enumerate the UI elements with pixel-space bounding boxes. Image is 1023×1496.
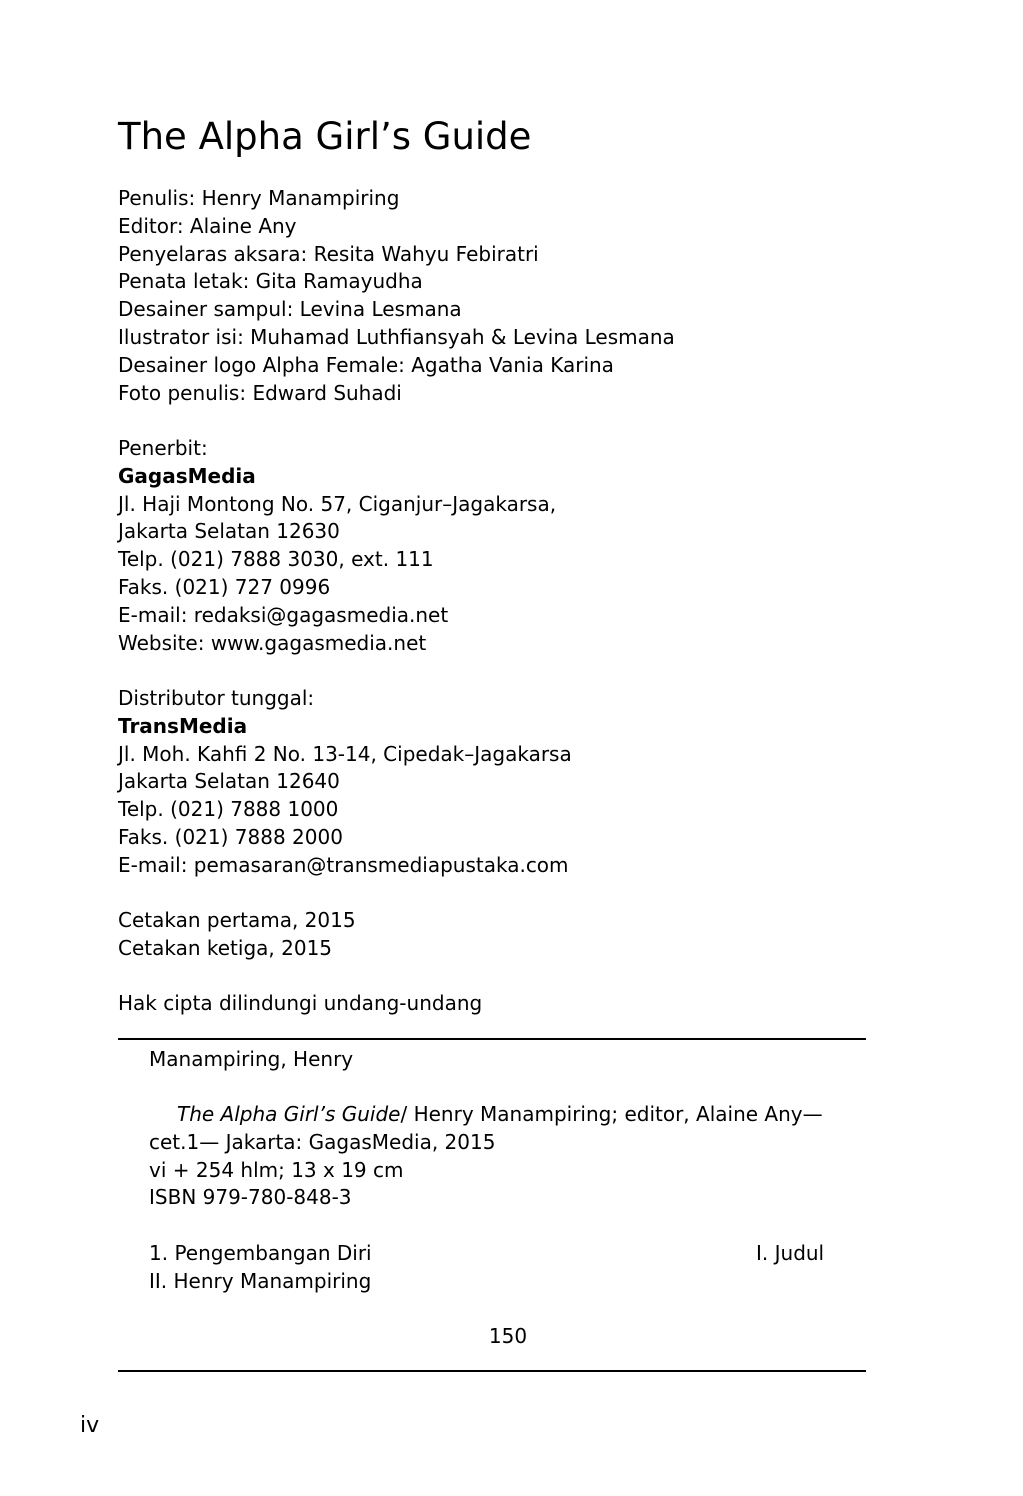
credit-line: Penyelaras aksara: Resita Wahyu Febiratri	[118, 241, 539, 266]
publisher-heading: Penerbit:	[118, 436, 208, 460]
printing-line: Cetakan ketiga, 2015	[118, 935, 333, 960]
cip-title-line	[149, 1101, 823, 1129]
cip-description	[149, 1101, 823, 1212]
credit-line: Penulis: Henry Manampiring	[118, 186, 400, 210]
publisher-address-line: Jakarta Selatan 12630	[118, 519, 340, 544]
credits-list	[118, 185, 675, 407]
credit-line: Editor: Alaine Any	[118, 213, 297, 238]
distributor-name: TransMedia	[118, 713, 248, 738]
cip-top-rule	[118, 1038, 866, 1040]
cip-bottom-rule	[118, 1370, 866, 1372]
cip-isbn: ISBN 979-780-848-3	[149, 1185, 352, 1210]
page-number: iv	[80, 1413, 100, 1438]
distributor-phone: Telp. (021) 7888 1000	[118, 797, 339, 822]
distributor-info	[118, 685, 572, 880]
cip-physical-line: vi + 254 hlm; 13 x 19 cm	[149, 1157, 404, 1182]
cip-edition-line: cet.1— Jakarta: GagasMedia, 2015	[149, 1129, 496, 1154]
distributor-address-line: Jakarta Selatan 12640	[118, 769, 340, 794]
cip-title-rest: / Henry Manampiring; editor, Alaine Any—	[400, 1102, 823, 1126]
credit-line: Penata letak: Gita Ramayudha	[118, 269, 423, 294]
distributor-address-line: Jl. Moh. Kahfi 2 No. 13-14, Cipedak–Jagakarsa	[118, 741, 572, 766]
cip-added-entry: II. Henry Manampiring	[149, 1269, 372, 1293]
cip-subject: 1. Pengembangan Diri	[149, 1241, 372, 1265]
cip-class-number: 150	[488, 1324, 528, 1348]
distributor-heading: Distributor tunggal:	[118, 686, 315, 710]
distributor-email: E-mail: pemasaran@transmediapustaka.com	[118, 852, 569, 877]
credit-line: Ilustrator isi: Muhamad Luthfiansyah & Levina Lesmana	[118, 324, 675, 349]
publisher-name: GagasMedia	[118, 463, 256, 488]
credit-line: Foto penulis: Edward Suhadi	[118, 380, 402, 405]
printing-line: Cetakan pertama, 2015	[118, 908, 356, 932]
book-title: The Alpha Girl’s Guide	[118, 115, 532, 158]
cip-title-italic: The Alpha Girl’s Guide	[177, 1102, 401, 1126]
printing-history	[118, 907, 356, 963]
publisher-website: Website: www.gagasmedia.net	[118, 630, 427, 655]
publisher-info	[118, 435, 556, 657]
cip-author: Manampiring, Henry	[149, 1047, 354, 1071]
credit-line: Desainer logo Alpha Female: Agatha Vania Karina	[118, 352, 614, 377]
publisher-email: E-mail: redaksi@gagasmedia.net	[118, 602, 449, 627]
distributor-fax: Faks. (021) 7888 2000	[118, 824, 343, 849]
cip-title-entry: I. Judul	[756, 1241, 825, 1265]
credit-line: Desainer sampul: Levina Lesmana	[118, 297, 462, 322]
publisher-fax: Faks. (021) 727 0996	[118, 574, 331, 599]
publisher-address-line: Jl. Haji Montong No. 57, Ciganjur–Jagakarsa,	[118, 491, 557, 516]
publisher-phone: Telp. (021) 7888 3030, ext. 111	[118, 547, 434, 572]
copyright-notice: Hak cipta dilindungi undang-undang	[118, 991, 483, 1015]
